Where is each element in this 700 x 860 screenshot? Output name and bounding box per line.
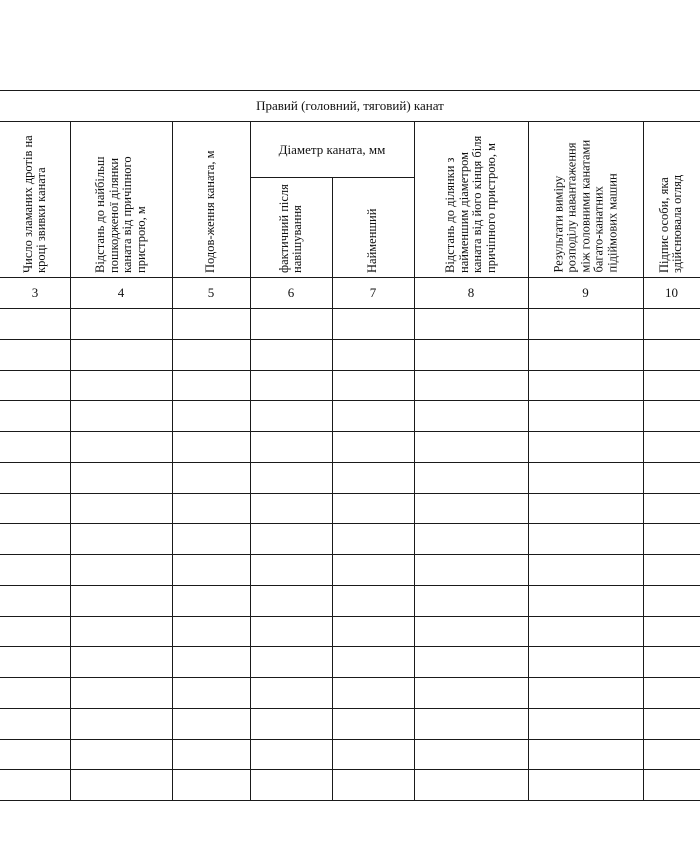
group-header: Правий (головний, тяговий) канат: [256, 98, 444, 113]
table-row[interactable]: [0, 523, 700, 554]
table-row[interactable]: [0, 431, 700, 462]
column-header-inspector-signature: Підпис особи, яка здійснювала огляд: [656, 174, 684, 273]
table-row[interactable]: [0, 769, 700, 800]
table-row[interactable]: [0, 554, 700, 585]
diameter-header: Діаметр каната, мм: [278, 142, 386, 157]
column-number: 8: [467, 285, 475, 300]
column-header-min-diameter-distance: Відстань до ділянки з найменшим діаметром каната від його кінця біля причіпного пристрою, м: [443, 135, 498, 273]
column-header-elongation: Подов-ження каната, м: [203, 150, 218, 273]
table-row[interactable]: [0, 462, 700, 493]
table-row[interactable]: [0, 339, 700, 370]
column-number: 3: [31, 285, 39, 300]
column-number: 9: [582, 285, 589, 300]
column-header-actual-diameter: фактичний після навішування: [276, 184, 304, 273]
table-row[interactable]: [0, 400, 700, 431]
column-number: 4: [117, 285, 125, 300]
table-row[interactable]: [0, 739, 700, 770]
row-border: [0, 800, 700, 801]
table-row[interactable]: [0, 370, 700, 401]
table-row[interactable]: [0, 308, 700, 339]
table-row[interactable]: [0, 708, 700, 739]
column-number: 6: [287, 285, 295, 300]
column-header-load-distribution: Результати виміру розподілу навантаження між головними канатами багато-канатних підіймових машин: [551, 139, 620, 273]
table-row[interactable]: [0, 493, 700, 524]
column-header-minimum-diameter: Найменший: [365, 208, 380, 273]
column-number: 10: [665, 285, 678, 300]
column-header-damaged-section-distance: Відстань до найбільш пошкодженої ділянки каната від причіпного пристрою, м: [93, 156, 148, 273]
table-row[interactable]: [0, 646, 700, 677]
table-row[interactable]: [0, 616, 700, 647]
table-row[interactable]: [0, 677, 700, 708]
table-top-border: [0, 90, 700, 91]
column-number: 5: [207, 285, 215, 300]
column-number: 7: [369, 285, 377, 300]
table-row[interactable]: [0, 585, 700, 616]
column-header-broken-wires: Число зламаних дротів на кроці звивки каната: [20, 135, 48, 273]
header-bottom-border: [0, 277, 700, 278]
